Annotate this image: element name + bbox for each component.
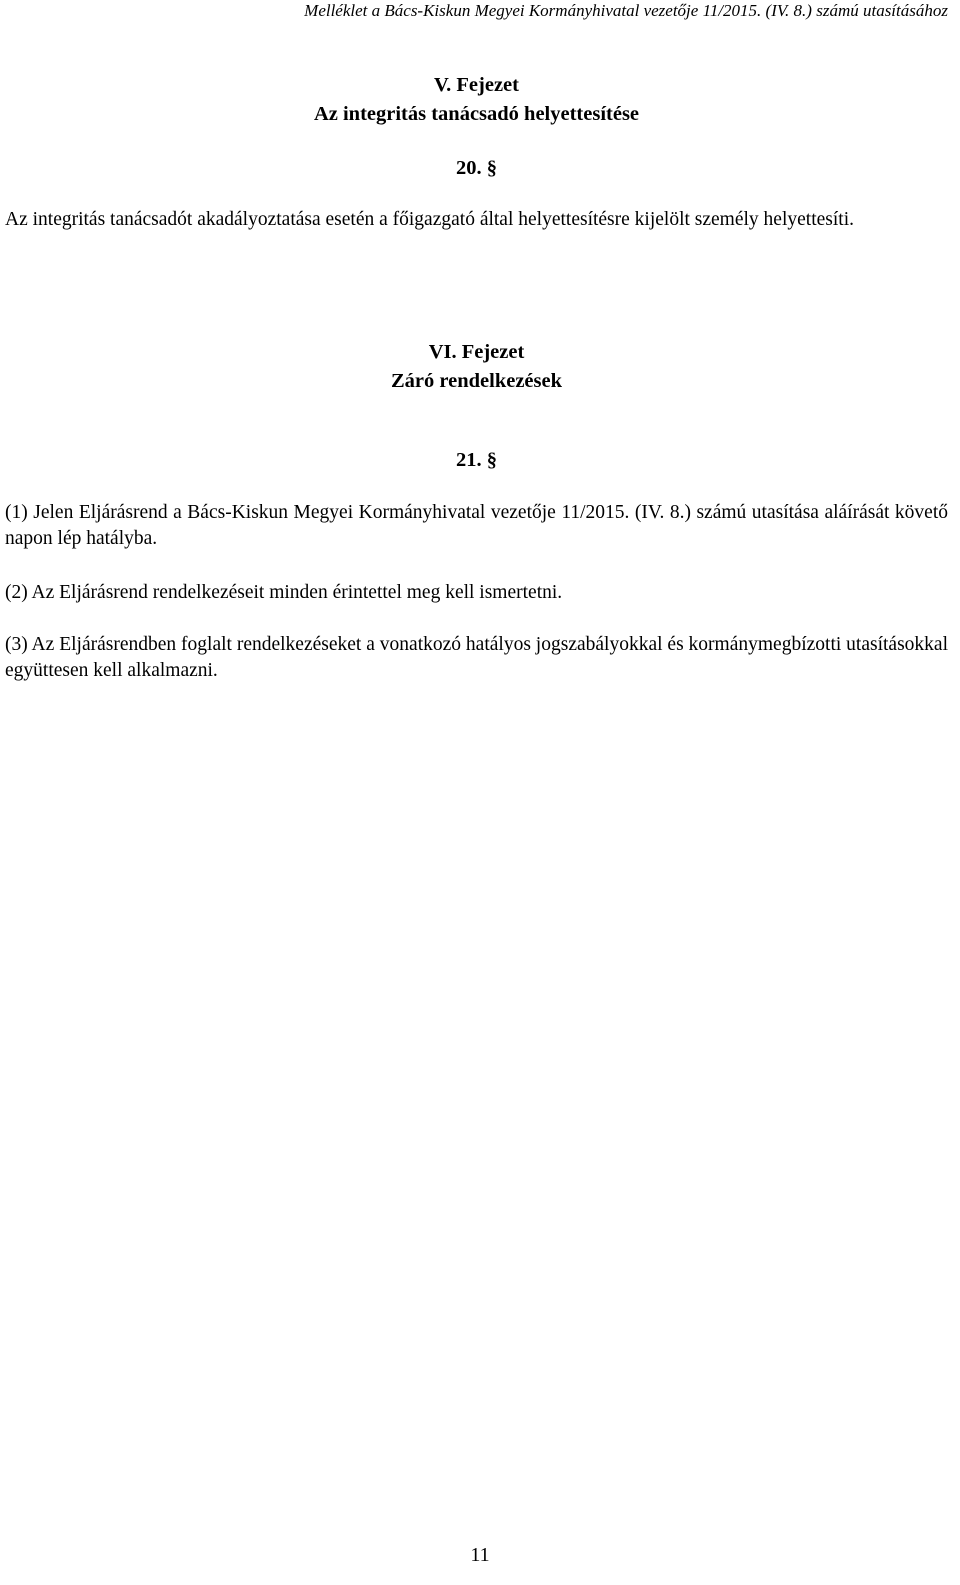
section-20-heading: 20. § [456, 157, 497, 179]
section-21-heading: 21. § [456, 449, 497, 471]
chapter-5-title: Az integritás tanácsadó helyettesítése [313, 103, 640, 125]
section-21-paragraph-1: (1) Jelen Eljárásrend a Bács-Kiskun Megyei Kormányhivatal vezetője 11/2015. (IV. 8.) számú utasítása aláírását követő napon lép hatályba. [5, 502, 948, 549]
chapter-6-number: VI. Fejezet [428, 341, 525, 363]
chapter-5-number: V. Fejezet [434, 74, 519, 96]
section-21-paragraph-2: (2) Az Eljárásrend rendelkezéseit minden érintettel meg kell ismertetni. [5, 582, 563, 603]
chapter-6-title: Záró rendelkezések [391, 370, 562, 392]
page-number: 11 [470, 1544, 490, 1566]
section-21-paragraph-3: (3) Az Eljárásrendben foglalt rendelkezéseket a vonatkozó hatályos jogszabályokkal és kormánymegbízotti utasításokkal együttesen kell alkalmazni. [5, 634, 948, 681]
section-20-paragraph: Az integritás tanácsadót akadályoztatása esetén a főigazgató által helyettesítésre kijelölt személy helyettesíti. [5, 209, 854, 230]
page-header: Melléklet a Bács-Kiskun Megyei Kormányhivatal vezetője 11/2015. (IV. 8.) számú utasításához [304, 1, 948, 20]
